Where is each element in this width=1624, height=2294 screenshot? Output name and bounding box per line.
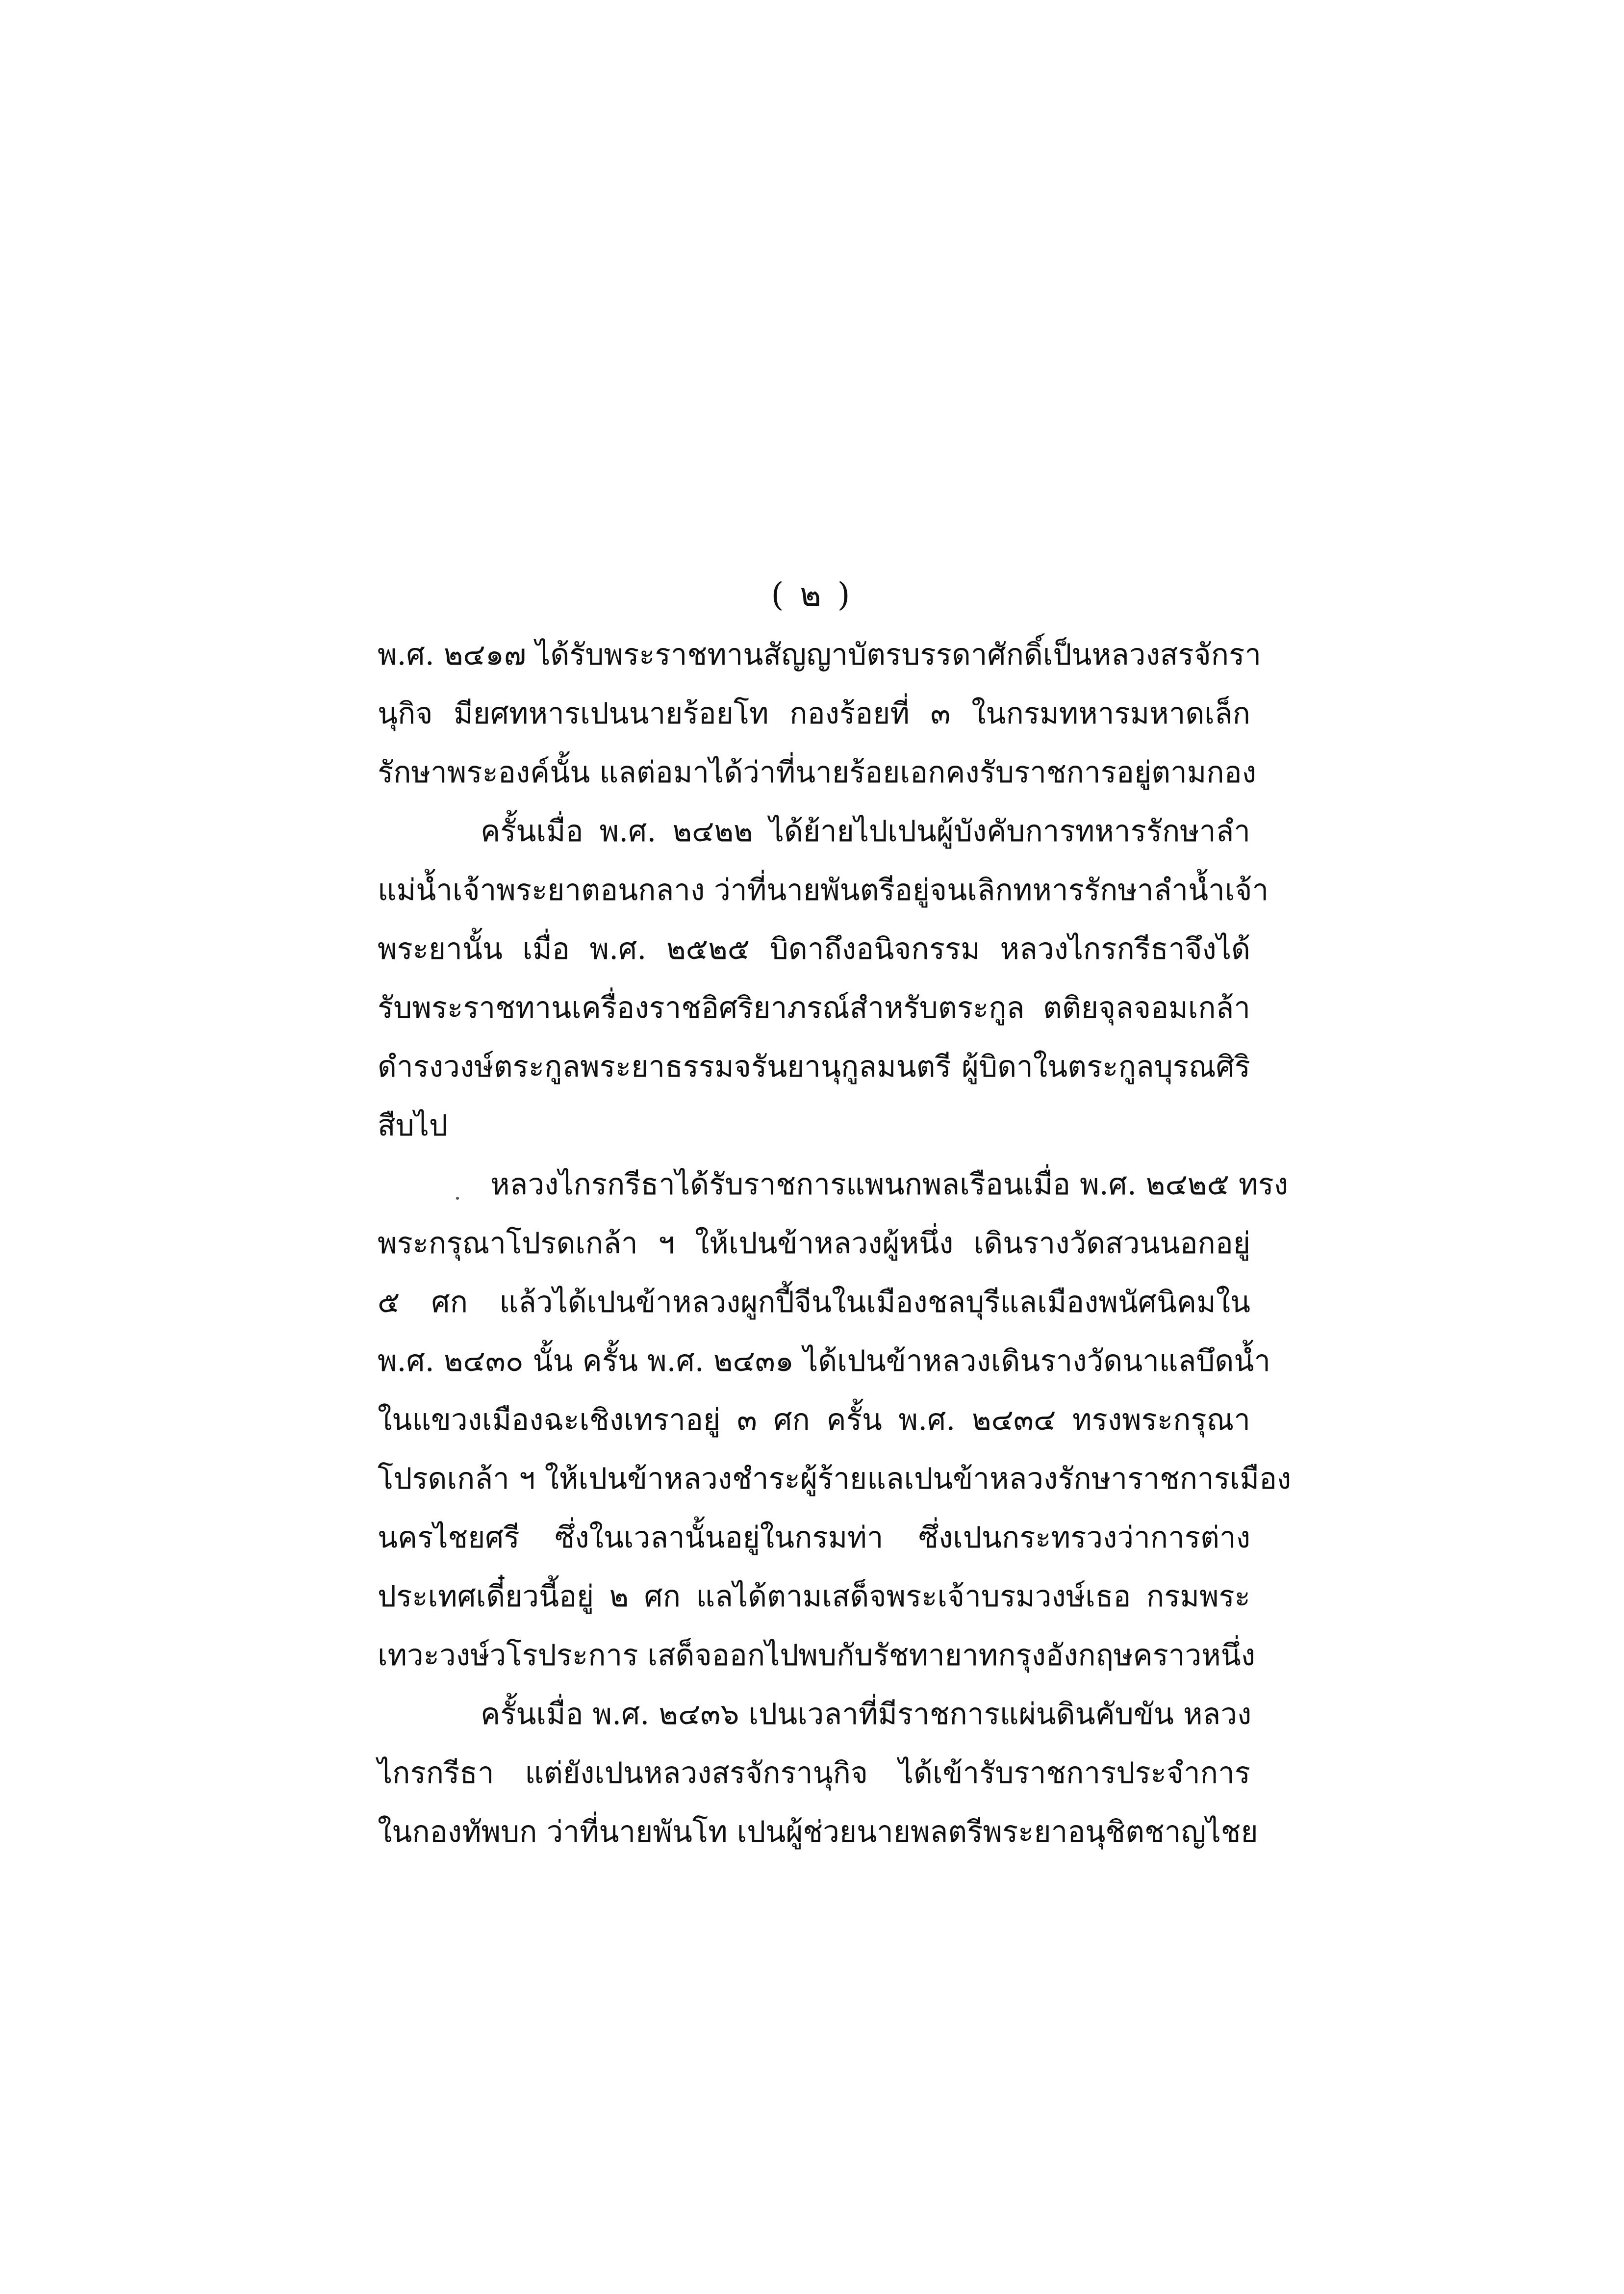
text-line: หลวงไกรกรีธาได้รับราชการแพนกพลเรือนเมื่อ พ.ศ. ๒๔๒๕ ทรง (490, 1167, 1289, 1202)
text-line: เทวะวงษ์วโรประการ เสด็จออกไปพบกับรัชทายาทกรุงอังกฤษคราวหนึ่ง (378, 1638, 1256, 1673)
text-line: ไกรกรีธา แต่ยังเปนหลวงสรจักรานุกิจ ได้เข้ารับราชการประจำการ (378, 1756, 1250, 1790)
text-line: ๕ ศก แล้วได้เปนข้าหลวงผูกปี้จีนในเมืองชลบุรีแลเมืองพนัศนิคมใน (378, 1285, 1250, 1319)
text-line: โปรดเกล้า ฯ ให้เปนข้าหลวงชำระผู้ร้ายแลเปนข้าหลวงรักษาราชการเมือง (378, 1462, 1292, 1496)
text-line: ครั้นเมื่อ พ.ศ. ๒๔๒๒ ได้ย้ายไปเปนผู้บังคับการทหารรักษาลำ (481, 814, 1250, 849)
text-line: พ.ศ. ๒๔๑๗ ได้รับพระราชทานสัญญาบัตรบรรดาศักดิ์เป็นหลวงสรจักรา (378, 638, 1262, 672)
text-line: ดำรงวงษ์ตระกูลพระยาธรรมจรันยานุกูลมนตรี ผู้บิดาในตระกูลบุรณศิริ (378, 1050, 1250, 1084)
page-number: ( ๒ ) (771, 576, 853, 614)
text-line: นครไชยศรี ซึ่งในเวลานั้นอยู่ในกรมท่า ซึ่งเปนกระทรวงว่าการต่าง (378, 1521, 1250, 1555)
body-text (378, 625, 1292, 1861)
text-line: แม่น้ำเจ้าพระยาตอนกลาง ว่าที่นายพันตรีอยู่จนเลิกทหารรักษาลำน้ำเจ้า (378, 873, 1269, 907)
text-line: พ.ศ. ๒๔๓๐ นั้น ครั้น พ.ศ. ๒๔๓๑ ได้เปนข้าหลวงเดินรางวัดนาแลบึดน้ำ (378, 1344, 1271, 1378)
text-line: ในกองทัพบก ว่าที่นายพันโท เปนผู้ช่วยนายพลตรีพระยาอนุชิตชาญไชย (378, 1815, 1258, 1849)
text-line: พระกรุณาโปรดเกล้า ฯ ให้เปนข้าหลวงผู้หนึ่ง เดินรางวัดสวนนอกอยู่ (378, 1226, 1250, 1261)
text-line: รับพระราชทานเครื่องราชอิศริยาภรณ์สำหรับตระกูล ตติยจุลจอมเกล้า (378, 991, 1250, 1025)
text-line: ในแขวงเมืองฉะเชิงเทราอยู่ ๓ ศก ครั้น พ.ศ. ๒๔๓๔ ทรงพระกรุณา (378, 1403, 1250, 1437)
scan-speck (456, 1197, 459, 1200)
text-line: ประเทศเดี๋ยวนี้อยู่ ๒ ศก แลได้ตามเสด็จพระเจ้าบรมวงษ์เธอ กรมพระ (378, 1579, 1250, 1614)
text-line: พระยานั้น เมื่อ พ.ศ. ๒๕๒๕ บิดาถึงอนิจกรรม หลวงไกรกรีธาจึงได้ (378, 932, 1250, 966)
text-line: นุกิจ มียศทหารเปนนายร้อยโท กองร้อยที่ ๓ ในกรมทหารมหาดเล็ก (378, 696, 1250, 731)
text-line: สืบไป (378, 1108, 448, 1143)
text-line: ครั้นเมื่อ พ.ศ. ๒๔๓๖ เปนเวลาที่มีราชการแผ่นดินคับขัน หลวง (481, 1697, 1252, 1731)
text-line: รักษาพระองค์นั้น แลต่อมาได้ว่าที่นายร้อยเอกคงรับราชการอยู่ตามกอง (378, 755, 1256, 790)
